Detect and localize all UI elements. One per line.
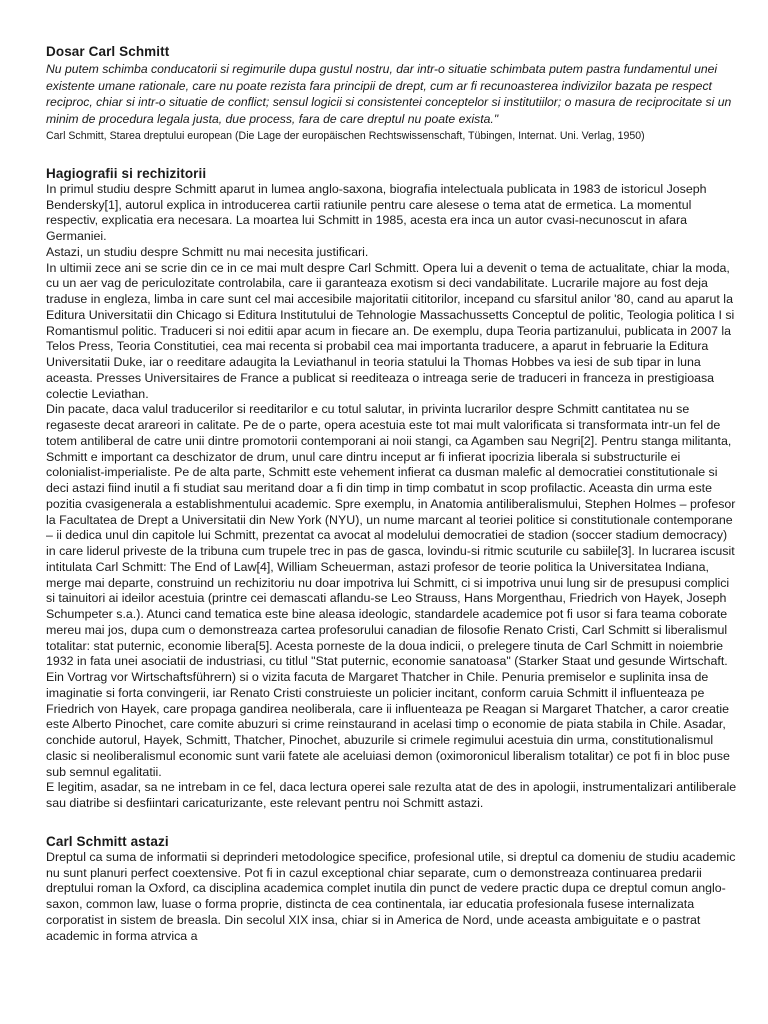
body-paragraph: In primul studiu despre Schmitt aparut in lumea anglo-saxona, biografia intelectuala publicata in 1983 de istoricul Joseph Bendersky[1], autorul explica in introducerea cartii ratiunile pentru care alesese o tema atat de ermetica. La momentul respectiv, explicatia era necesara. La moartea lui Schmitt in 1985, acesta era inca un autor cvasi-necunoscut in afara Germaniei. [46, 181, 707, 244]
section-heading: Carl Schmitt astazi [46, 833, 169, 849]
body-paragraph: Din pacate, daca valul traducerilor si reeditarilor e cu totul salutar, in privinta lucrarilor despre Schmitt cantitatea nu se regaseste decat arareori in calitate. Pe de o parte, opera acestuia este tot mai mult valorificata si transformata intr-un fel de totem antiliberal de catre unii dintre promotorii contemporani ai noii stangi, ca Agamben sau Negri[2]. Pentru stanga militanta, Schmitt e important ca deschizator de drum, unul care dintru inceput ar fi infierat ipocrizia liberala si substructurile ei colonialist-imperialiste. Pe de alta parte, Schmitt este vehement infierat ca dusman malefic al democratiei constitutionale si deci astazi fiind inutil a fi studiat sau meritand doar a fi din timp in timp combatut in scop profilactic. Aceasta din urma este pozitia cvasigenerala a establishmentului academic. Spre exemplu, in Anatomia antiliberalismului, Stephen Holmes – profesor la Facultatea de Drept a Universitatii din New York (NYU), un nume marcant al teoriei politice si constitutionale contemporane – ii dedica unul din capitole lui Schmitt, prezentat ca avocat al modelului democratiei de stadion (soccer stadium democracy) in care liderul priveste de la tribuna cum trupele trec in pas de gasca, lovindu-si ritmic scuturile cu sabiile[3]. In lucrarea iscusit intitulata Carl Schmitt: The End of Law[4], William Scheuerman, astazi profesor de teorie politica la Universitatea Indiana, merge mai departe, construind un rechizitoriu nu doar impotriva lui Schmitt, ci si impotriva unui lung sir de presupusi complici si tainuitori ai ideilor acestuia (printre cei demascati aflandu-se Leo Strauss, Hans Morgenthau, Friedrich von Hayek, Joseph Schumpeter s.a.). Atunci cand tematica este bine aleasa ideologic, standardele academice pot fi usor si fara teama coborate mereu mai jos, dupa cum o demonstreaza cartea profesorului canadian de filosofie Renato Cristi, Carl Schmitt si liberalismul totalitar: stat puternic, economie libera[5]. Acesta porneste de la doua indicii, o prelegere tinuta de Carl Schmitt in noiembrie 1932 in fata unei asociatii de industriasi, cu titlul "Stat puternic, economie sanatoasa" (Starker Staat und gesunde Wirtschaft. Ein Vortrag vor Wirtschaftsführern) si o vizita facuta de Margaret Thatcher in Chile. Penuria premiselor e suplinita insa de imaginatie si forta convingerii, iar Renato Cristi construieste un policier incitant, conform caruia Schmitt il influenteaza pe Friedrich von Hayek, care propaga gandirea neoliberala, care ii influenteaza pe Reagan si Margaret Thatcher, a caror creatie este Alberto Pinochet, care comite abuzuri si crime reinstaurand in acelasi timp o economie de piata stabila in Chile. Asadar, conchide autorul, Hayek, Schmitt, Thatcher, Pinochet, abuzurile si crimele regimului acestuia din urma, constitutionalismul clasic si neoliberalismul economic sunt varii fatete ale aceluiasi demon (oximoronicul liberalism totalitar) ce pot fi in bloc puse sub semnul egalitatii. [46, 402, 736, 779]
section-hagiografii [46, 166, 738, 812]
body-paragraph: Astazi, un studiu despre Schmitt nu mai necesita justificari. [46, 244, 369, 259]
body-paragraph: In ultimii zece ani se scrie din ce in ce mai mult despre Carl Schmitt. Opera lui a devenit o tema de actualitate, chiar la moda, cu un aer vag de periculozitate controlabila, care ii garanteaza exotism si deci vandabilitate. Lucrarile majore au fost deja traduse in engleza, limba in care sunt cel mai accesibile majoritatii cititorilor, incepand cu sfarsitul anilor '80, cand au aparut la Editura Universitatii din Chicago si Editura Institutului de Tehnologie Massachussetts Conceptul de politic, Teologia politica I si Romantismul politic. Traduceri si noi editii apar acum in fiecare an. De exemplu, dupa Teoria partizanului, publicata in 2007 la Telos Press, Teoria Constitutiei, cea mai recenta si probabil cea mai importanta traducere, a aparut in februarie la Editura Universitatii Duke, iar o reeditare adaugita la Leviathanul in teoria statului la Thomas Hobbes va iesi de sub tipar in luna aceasta. Presses Universitaires de France a publicat si reediteaza o intreaga serie de traduceri in franceza in prestigioasa colectie Leviathan. [46, 260, 735, 401]
section-carl-schmitt-astazi [46, 834, 738, 945]
body-paragraph: Dreptul ca suma de informatii si deprinderi metodologice specifice, profesional utile, si dreptul ca domeniu de studiu academic nu sunt planuri perfect coextensive. Pot fi in cazul exceptional chiar separate, cum o demonstreaza continuarea predarii dreptului roman la Oxford, ca disciplina academica complet inutila din punct de vedere practic dupa ce dreptul comun anglo-saxon, common law, luase o forma proprie, distincta de cea continentala, iar educatia profesionala fusese internalizata corporatist in sistem de breasla. Din secolul XIX insa, chiar si in America de Nord, unde aceasta ambiguitate e o pastrat academic in forma atrvica a [46, 849, 736, 943]
document-title: Dosar Carl Schmitt [46, 44, 170, 59]
epigraph-quote: Nu putem schimba conducatorii si regimurile dupa gustul nostru, dar intr-o situatie schimbata putem pastra fundamentul unei existente umane rationale, care nu poate rezista fara principii de drept, cum ar fi recunoasterea indivizilor bazata pe respect reciproc, chiar si intr-o situatie de conflict; sensul logicii si consistentei conceptelor si institutiilor; o masura de reciprocitate si un minim de procedura legala justa, due process, fara de care dreptul nu poate exista." [46, 62, 732, 127]
section-heading: Hagiografii si rechizitorii [46, 165, 207, 181]
body-paragraph: E legitim, asadar, sa ne intrebam in ce fel, daca lectura operei sale rezulta atat de des in apologii, instrumentalizari antiliberale sau diatribe si desfiintari caricaturizante, este relevant pentru noi Schmitt astazi. [46, 780, 737, 811]
epigraph-citation: Carl Schmitt, Starea dreptului european (Die Lage der europäischen Rechtswissenschaft, Tübingen, Internat. Uni. Verlag, 1950) [46, 129, 645, 142]
